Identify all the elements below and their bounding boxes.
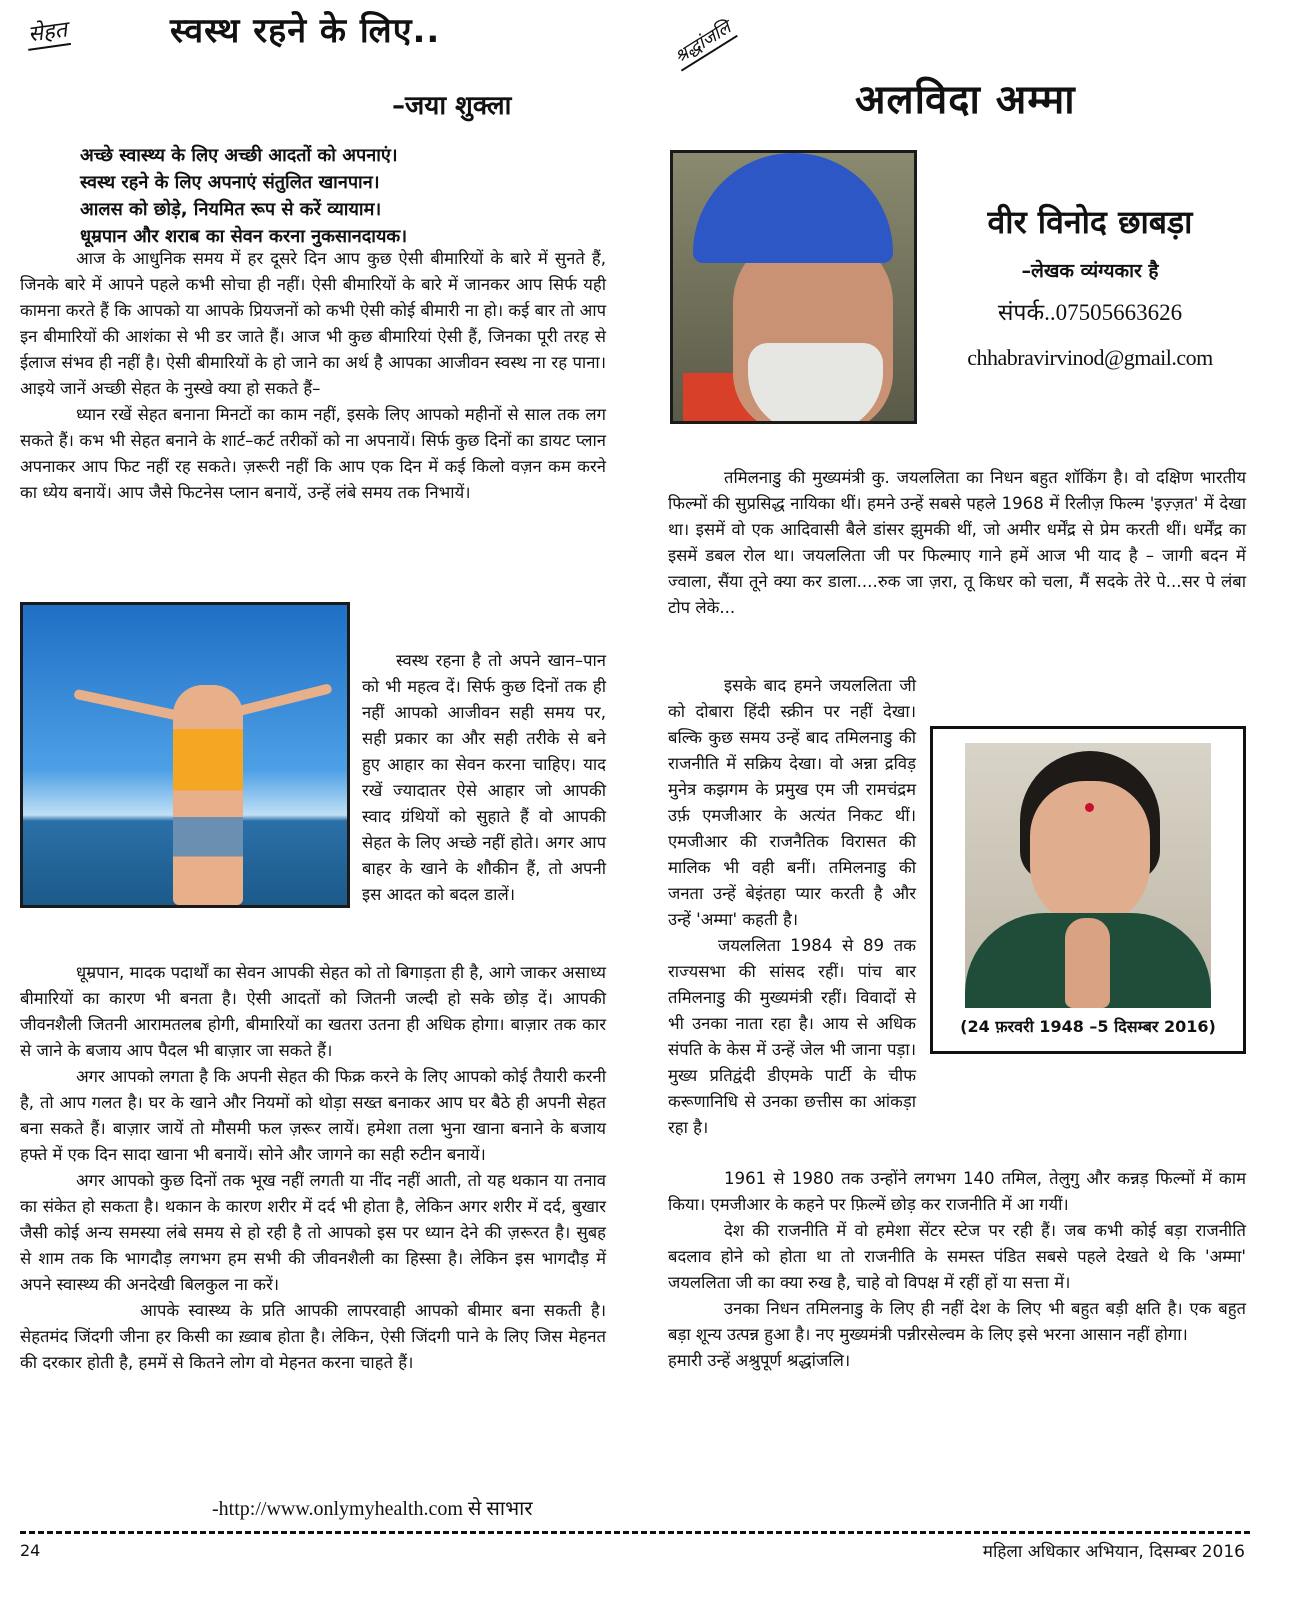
tribute-article-body (668, 465, 1246, 621)
tribute-article-continued (668, 1166, 1246, 1374)
health-article-body (20, 246, 606, 510)
highlight-item: अच्छे स्वास्थ्य के लिए अच्छी आदतों को अपनाएं। (80, 145, 398, 166)
photo-detail (173, 685, 243, 905)
paragraph: उनका निधन तमिलनाडु के लिए ही नहीं देश के लिए भी बहुत बड़ी क्षति है। एक बहुत बड़ा शून्य उत्पन्न हुआ है। नए मुख्यमंत्री पन्नीरसेल्वम के लिए इसे भरना आसान नहीं होगा। (668, 1299, 1246, 1344)
author-email: chhabravirvinod@gmail.com (967, 345, 1213, 370)
source-credit: -http://www.onlymyhealth.com से साभार (212, 1498, 533, 1520)
photo-detail (1065, 918, 1110, 1008)
author-photo (670, 150, 917, 424)
publication-info: महिला अधिकार अभियान, दिसम्बर 2016 (982, 1542, 1245, 1562)
paragraph: जयललिता 1984 से 89 तक राज्यसभा की सांसद रहीं। पांच बार तमिलनाडु की मुख्यमंत्री रहीं। विवादों से भी उनका नाता रहा है। आय से अधिक संपति के केस में उन्हें जेल भी जाना पड़ा। मुख्य प्रतिद्वंदी डीएमके पार्टी के चीफ करूणानिधि से उनका छत्तीस का आंकड़ा रहा है। (668, 936, 916, 1137)
photo-detail (693, 153, 893, 263)
paragraph: ध्यान रखें सेहत बनाना मिनटों का काम नहीं, इसके लिए आपको महीनों से साल तक लग सकते हैं। कभ भी सेहत बनाने के शार्ट–कर्ट तरीकों को ना अपनायें। सिर्फ कुछ दिनों का डायट प्लान अपनाकर आप फिट नहीं रह सकते। ज़रूरी नहीं कि आप एक दिन में कई किलो वज़न कम करने का ध्येय बनायें। आप जैसे फिटनेस प्लान बनायें, उन्हें लंबे समय तक निभायें। (20, 405, 606, 502)
article-title-tribute: अलविदा अम्मा (855, 77, 1076, 123)
paragraph: हमारी उन्हें अश्रुपूर्ण श्रद्धांजलि। (668, 1351, 851, 1370)
photo-caption: (24 फ़रवरी 1948 –5 दिसम्बर 2016) (960, 1017, 1216, 1036)
highlight-list (80, 142, 600, 250)
section-tag-tribute: श्रद्धांजलि (668, 14, 738, 71)
paragraph: आज के आधुनिक समय में हर दूसरे दिन आप कुछ ऐसी बीमारियों के बारे में सुनते हैं, जिनके बारे में आपने पहले कभी सोचा ही नहीं। ऐसी बीमारियों के बारे में जानकर आप सिर्फ यही कामना करते हैं कि आपको या आपके प्रियजनों को कभी ऐसी कोई बीमारी ना हो। कई बार तो आप इन बीमारियों की आशंका से भी डर जाते हैं। आज भी कुछ बीमारियां ऐसी हैं, जिनका पूरी तरह से ईलाज संभव ही नहीं है। ऐसी बीमारियों के हो जाने का अर्थ है आपका आजीवन स्वस्थ ना रह पाना। आइये जानें अच्छी सेहत के नुस्खे क्या हो सकते हैं– (20, 249, 606, 398)
highlight-item: धूम्रपान और शराब का सेवन करना नुकसानदायक। (80, 226, 408, 247)
paragraph: तमिलनाडु की मुख्यमंत्री कु. जयललिता का निधन बहुत शॉकिंग है। वो दक्षिण भारतीय फिल्मों की सुप्रसिद्ध नायिका थीं। हमने उन्हें सबसे पहले 1968 में रिलीज़ फिल्म 'इज़्ज़त' में देखा था। इसमें वो एक आदिवासी बैले डांसर झुमकी थीं, जो अमीर धर्मेंद्र से प्रेम करती थीं। धर्मेंद्र का इसमें डबल रोल था। जयललिता जी पर फिल्माए गाने हमें आज भी याद है – जागी बदन में ज्वाला, सैंया तूने क्या कर डाला....रुक जा ज़रा, तू किधर को चला, मैं सदके तेरे पे...सर पे लंबा टोप लेके... (668, 468, 1246, 617)
article-title-health: स्वस्थ रहने के लिए.. (170, 11, 441, 51)
woman-beach-photo (20, 602, 350, 908)
paragraph: स्वस्थ रहना है तो अपने खान–पान को भी महत्व दें। सिर्फ कुछ दिनों तक ही नहीं आपको आजीवन सही समय पर, सही प्रकार का और सही तरीके से बने हुए आहार का सेवन करना चाहिए। याद रखें ज्यादातर ऐसे आहार जो आपकी स्वाद ग्रंथियों को सुहाते हैं वो आपकी सेहत के लिए अच्छे नहीं होते। अगर आप बाहर के खाने के शौकीन हैं, तो अपनी इस आदत को बदल डालें। (362, 651, 606, 904)
tribute-article-wrap (668, 673, 916, 1141)
footer-divider (20, 1531, 1250, 1534)
paragraph: धूम्रपान, मादक पदार्थों का सेवन आपकी सेहत को तो बिगाड़ता ही है, आगे जाकर असाध्य बीमारियों का कारण भी बनता है। ऐसी आदतों को जितनी जल्दी हो सके छोड़ दें। आपकी जीवनशैली जितनी आरामतलब होगी, बीमारियों का खतरा उतना ही अधिक होगा। बाज़ार तक कार से जाने के बजाय आप पैदल भी बाज़ार जा सकते हैं। (20, 963, 606, 1060)
author-name: वीर विनोद छाबड़ा (987, 203, 1193, 241)
author-role: –लेखक व्यंग्यकार है (1021, 260, 1159, 282)
jayalalithaa-photo-box (930, 726, 1246, 1054)
jayalalithaa-photo (965, 743, 1211, 1008)
author-info (950, 200, 1230, 371)
article-author-health: –जया शुक्ला (392, 91, 512, 121)
section-tag-health: सेहत (24, 13, 71, 51)
photo-detail (233, 683, 332, 717)
paragraph: देश की राजनीति में वो हमेशा सेंटर स्टेज पर रही हैं। जब कभी कोई बड़ा राजनीति बदलाव होने को होता था तो राजनीति के समस्त पंडित सबसे पहले देखते थे कि 'अम्मा' जयललिता जी का क्या रुख है, चाहे वो विपक्ष में रहीं हों या सत्ता में। (668, 1221, 1246, 1292)
page-number: 24 (20, 1541, 41, 1560)
author-contact: संपर्क..07505663626 (997, 300, 1183, 325)
photo-detail (1085, 803, 1094, 812)
highlight-item: स्वस्थ रहने के लिए अपनाएं संतुलित खानपान। (80, 172, 380, 193)
paragraph: 1961 से 1980 तक उन्होंने लगभग 140 तमिल, तेलुगु और कन्नड़ फिल्मों में काम किया। एमजीआर के कहने पर फ़िल्में छोड़ कर राजनीति में आ गयीं। (668, 1169, 1246, 1214)
paragraph: आपके स्वास्थ्य के प्रति आपकी लापरवाही आपको बीमार बना सकती है। सेहतमंद जिंदगी जीना हर किसी का ख़्वाब होता है। लेकिन, ऐसी जिंदगी पाने के लिए जिस मेहनत की दरकार होती है, हममें से कितने लोग वो मेहनत करना चाहते हैं। (20, 1301, 606, 1372)
photo-detail (73, 689, 183, 722)
paragraph: इसके बाद हमने जयललिता जी को दोबारा हिंदी स्क्रीन पर नहीं देखा। बल्कि कुछ समय उन्हें बाद तमिलनाडु की राजनीति में सक्रिय देखा। वो अन्ना द्रविड़ मुनेत्र कझगम के प्रमुख एम जी रामचंद्रम उर्फ़ एमजीआर के अत्यंत निकट थीं। एमजीआर की राजनैतिक विरासत की मालिक भी वही बनीं। तमिलनाडु की जनता उन्हें बेइंतहा प्यार करती है और उन्हें 'अम्मा' कहती है। (668, 676, 916, 929)
health-article-continued (20, 960, 606, 1376)
paragraph: अगर आपको लगता है कि अपनी सेहत की फिक्र करने के लिए आपको कोई तैयारी करनी है, तो आप गलत है। घर के खाने और नियमों को थोड़ा सख्त बनाकर आप घर बैठे ही अपनी सेहत बना सकते हैं। बाज़ार जायें तो मौसमी फल ज़रूर लायें। हमेशा तला भुना खाना बनाने के बजाय हफ्ते में एक दिन सादा खाना भी बनायें। सोने और जागने का सही रुटीन बनायें। (20, 1067, 606, 1164)
highlight-item: आलस को छोड़े, नियमित रूप से करें व्यायाम। (80, 199, 382, 220)
paragraph: अगर आपको कुछ दिनों तक भूख नहीं लगती या नींद नहीं आती, तो यह थकान या तनाव का संकेत हो सकता है। थकान के कारण शरीर में दर्द भी होता है, लेकिन अगर शरीर में दर्द, बुखार जैसी कोई अन्य समस्या लंबे समय से हो रही है तो आपको इस पर ध्यान देने की ज़रूरत है। सुबह से शाम तक कि भागदौड़ लगभग हम सभी की जीवनशैली का हिस्सा है। लेकिन इस भागदौड़ में अपने स्वास्थ्य की अनदेखी बिलकुल ना करें। (20, 1171, 606, 1294)
health-article-wrap (362, 648, 606, 908)
photo-detail (748, 343, 883, 424)
